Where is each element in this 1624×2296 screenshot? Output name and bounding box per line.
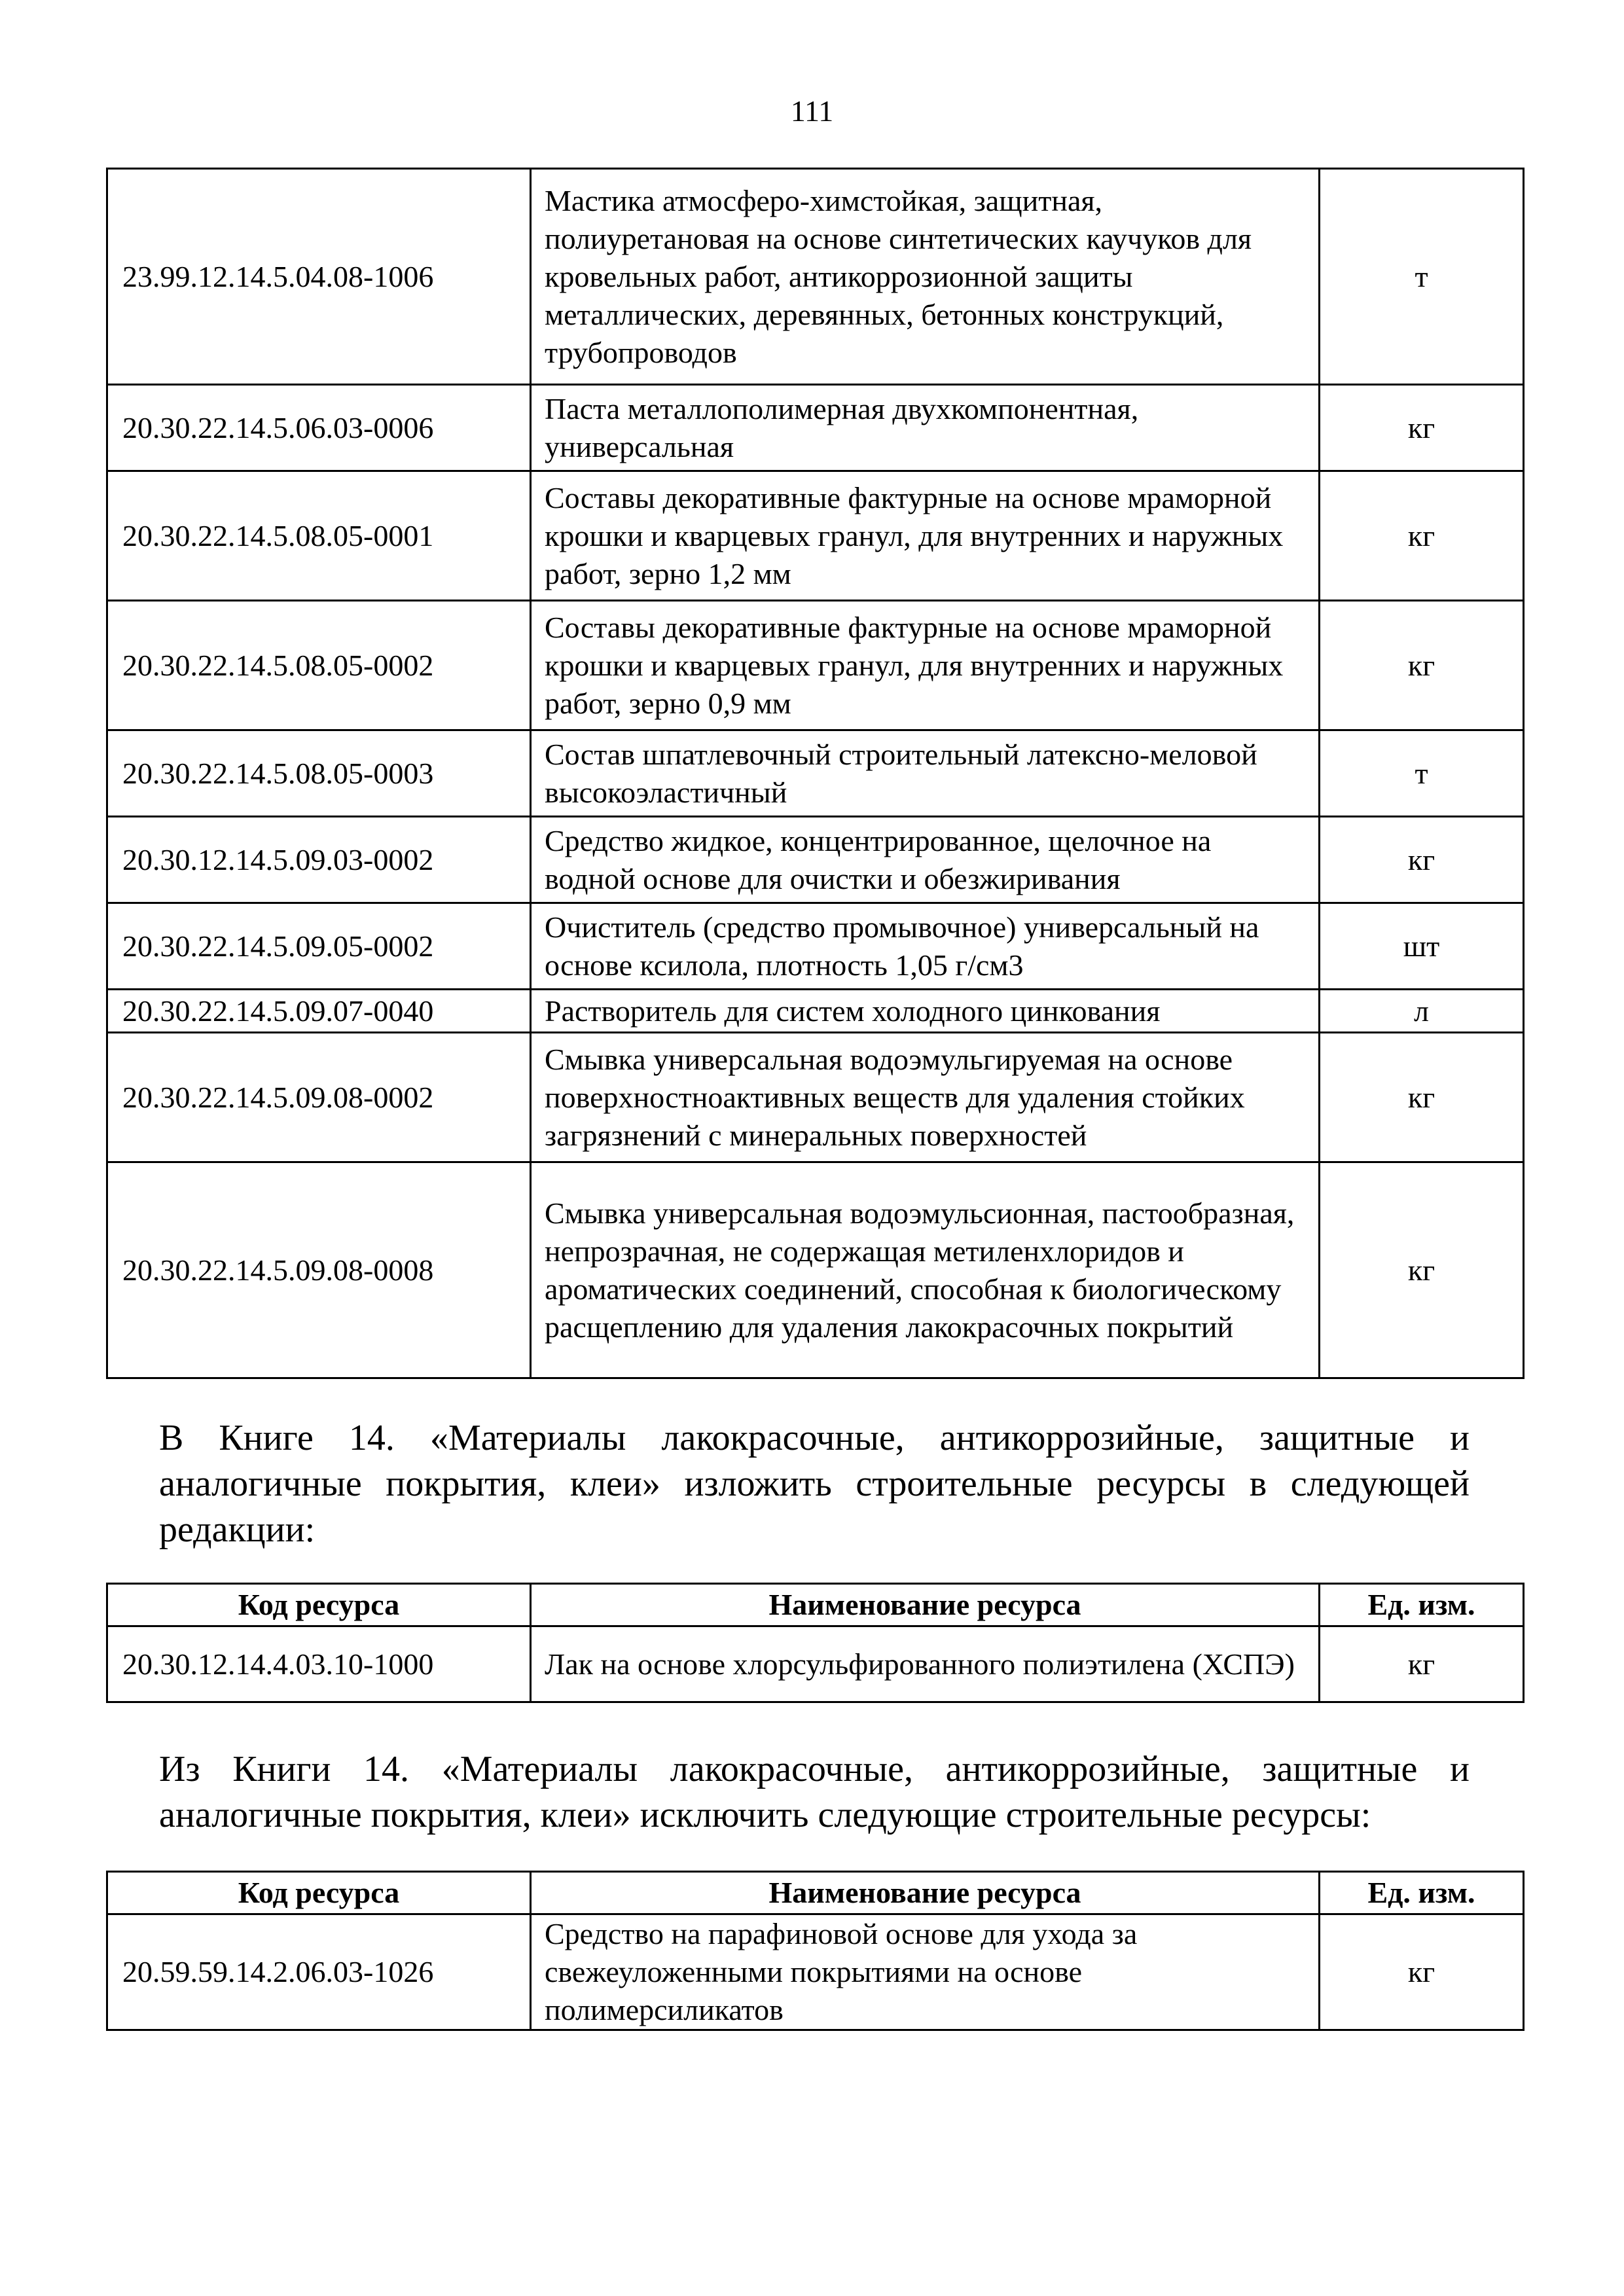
resource-unit: кг — [1320, 1162, 1524, 1378]
resource-unit: кг — [1320, 817, 1524, 903]
page-number: 111 — [790, 94, 834, 128]
table-row — [107, 601, 1524, 730]
resource-name: Состав шпатлевочный строительный латексно-меловой высокоэластичный — [531, 730, 1320, 817]
table-row — [107, 990, 1524, 1033]
instruction-paragraph-replace: В Книге 14. «Материалы лакокрасочные, антикоррозийные, защитные и аналогичные покрытия, клеи» изложить строительные ресурсы в следующей редакции: — [159, 1418, 1470, 1550]
table-header-row — [107, 1872, 1524, 1914]
column-header-code: Код ресурса — [107, 1872, 531, 1914]
resource-code: 20.30.22.14.5.08.05-0003 — [107, 730, 531, 817]
resource-code: 20.30.22.14.5.09.08-0002 — [107, 1033, 531, 1162]
table-row — [107, 169, 1524, 385]
table-row — [107, 817, 1524, 903]
resource-code: 20.30.22.14.5.08.05-0001 — [107, 471, 531, 601]
column-header-name: Наименование ресурса — [531, 1872, 1320, 1914]
resource-unit: т — [1320, 169, 1524, 385]
resource-table-replace — [106, 1583, 1525, 1703]
resource-unit: кг — [1320, 385, 1524, 471]
resource-code: 20.30.22.14.5.09.05-0002 — [107, 903, 531, 990]
resource-code: 23.99.12.14.5.04.08-1006 — [107, 169, 531, 385]
resource-name: Смывка универсальная водоэмульгируемая на основе поверхностноактивных веществ для удаления стойких загрязнений с минеральных поверхностей — [531, 1033, 1320, 1162]
resource-name: Смывка универсальная водоэмульсионная, пастообразная, непрозрачная, не содержащая метиленхлоридов и ароматических соединений, способная к биологическому расщеплению для удаления лакокрасочных покрытий — [531, 1162, 1320, 1378]
resource-code: 20.59.59.14.2.06.03-1026 — [107, 1914, 531, 2030]
column-header-unit: Ед. изм. — [1320, 1872, 1524, 1914]
column-header-unit: Ед. изм. — [1320, 1584, 1524, 1626]
resource-unit: кг — [1320, 1626, 1524, 1702]
resource-code: 20.30.22.14.5.09.08-0008 — [107, 1162, 531, 1378]
resource-unit: т — [1320, 730, 1524, 817]
resource-code: 20.30.22.14.5.09.07-0040 — [107, 990, 531, 1033]
column-header-name: Наименование ресурса — [531, 1584, 1320, 1626]
resource-unit: кг — [1320, 1033, 1524, 1162]
resource-code: 20.30.22.14.5.06.03-0006 — [107, 385, 531, 471]
resource-unit: кг — [1320, 601, 1524, 730]
resource-unit: кг — [1320, 471, 1524, 601]
resource-table-continued — [106, 168, 1525, 1379]
resource-name: Составы декоративные фактурные на основе мраморной крошки и кварцевых гранул, для внутренних и наружных работ, зерно 0,9 мм — [531, 601, 1320, 730]
resource-unit: кг — [1320, 1914, 1524, 2030]
resource-name: Лак на основе хлорсульфированного полиэтилена (ХСПЭ) — [531, 1626, 1320, 1702]
table-row — [107, 385, 1524, 471]
table-row — [107, 1033, 1524, 1162]
table-row — [107, 471, 1524, 601]
resource-name: Растворитель для систем холодного цинкования — [531, 990, 1320, 1033]
resource-name: Мастика атмосферо-химстойкая, защитная, полиуретановая на основе синтетических каучуков для кровельных работ, антикоррозионной защиты металлических, деревянных, бетонных конструкций, трубопроводов — [531, 169, 1320, 385]
resource-name: Составы декоративные фактурные на основе мраморной крошки и кварцевых гранул, для внутренних и наружных работ, зерно 1,2 мм — [531, 471, 1320, 601]
resource-name: Очиститель (средство промывочное) универсальный на основе ксилола, плотность 1,05 г/см3 — [531, 903, 1320, 990]
resource-unit: л — [1320, 990, 1524, 1033]
table-row — [107, 1914, 1524, 2030]
resource-code: 20.30.12.14.4.03.10-1000 — [107, 1626, 531, 1702]
table-row — [107, 1162, 1524, 1378]
instruction-paragraph-exclude: Из Книги 14. «Материалы лакокрасочные, антикоррозийные, защитные и аналогичные покрытия, клеи» исключить следующие строительные ресурсы: — [159, 1749, 1470, 1835]
table-row — [107, 903, 1524, 990]
resource-table-exclude — [106, 1871, 1525, 2031]
resource-code: 20.30.22.14.5.08.05-0002 — [107, 601, 531, 730]
resource-name: Средство жидкое, концентрированное, щелочное на водной основе для очистки и обезжиривания — [531, 817, 1320, 903]
table-header-row — [107, 1584, 1524, 1626]
resource-unit: шт — [1320, 903, 1524, 990]
resource-code: 20.30.12.14.5.09.03-0002 — [107, 817, 531, 903]
resource-name: Паста металлополимерная двухкомпонентная, универсальная — [531, 385, 1320, 471]
table-row — [107, 730, 1524, 817]
resource-name: Средство на парафиновой основе для ухода за свежеуложенными покрытиями на основе полимерсиликатов — [531, 1914, 1320, 2030]
table-row — [107, 1626, 1524, 1702]
column-header-code: Код ресурса — [107, 1584, 531, 1626]
